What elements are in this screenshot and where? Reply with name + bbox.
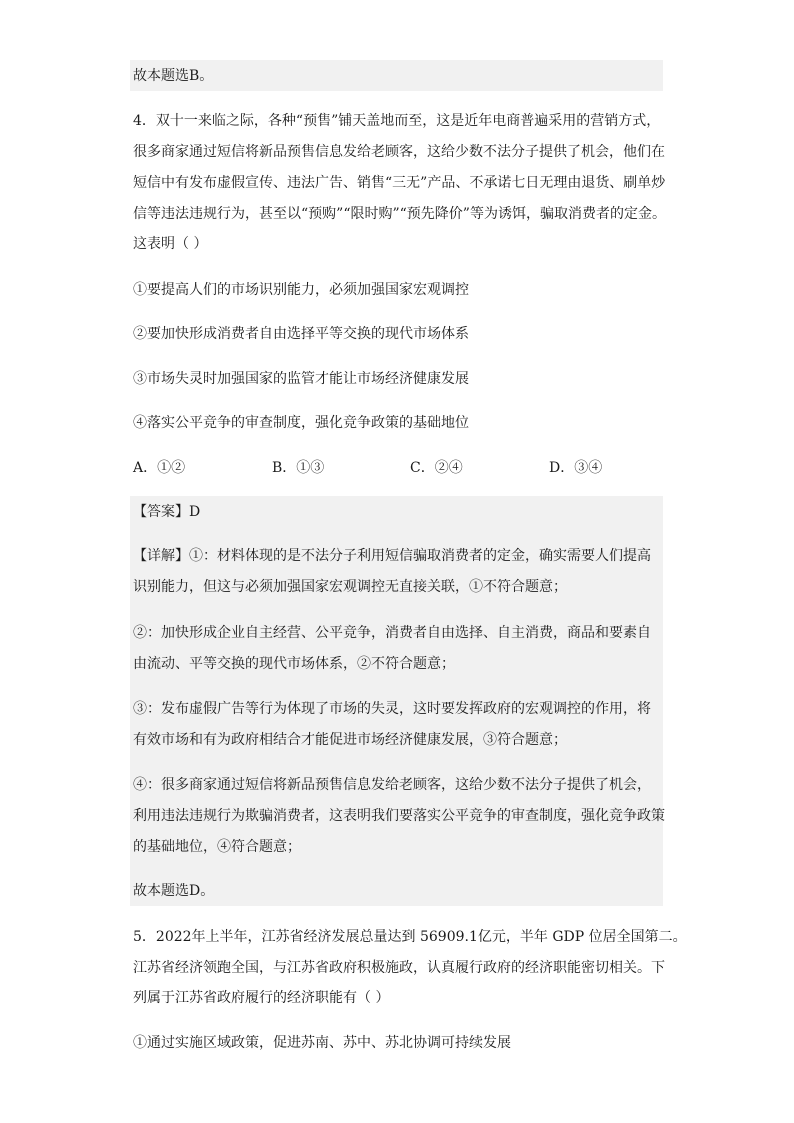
prev-answer-end: 故本题选B。 <box>133 68 214 84</box>
q4-analysis-line: 利用违法违规行为欺骗消费者，这表明我们要落实公平竞争的审查制度，强化竞争政策 <box>133 808 665 824</box>
q4-statement-4: ④落实公平竞争的审查制度，强化竞争政策的基础地位 <box>133 415 469 431</box>
q4-analysis-line: 由流动、平等交换的现代市场体系，②不符合题意； <box>133 656 455 672</box>
q4-analysis-line: 的基础地位，④符合题意； <box>133 839 301 855</box>
q4-stem-line: 这表明（ ） <box>133 236 208 252</box>
q5-stem-line: 江苏省经济领跑全国，与江苏省政府积极施政，认真履行政府的经济职能密切相关。下 <box>133 960 665 976</box>
q4-option-c[interactable]: C．②④ <box>410 460 463 476</box>
q4-analysis-line: 故本题选D。 <box>133 883 215 899</box>
q5-stem-line: 列属于江苏省政府履行的经济职能有（ ） <box>133 990 390 1006</box>
q5-stem-line: 5．2022年上半年，江苏省经济发展总量达到 56909.1亿元，半年 GDP 位居全国第二。 <box>133 929 687 945</box>
q4-analysis-line: 识别能力，但这与必须加强国家宏观调控无直接关联，①不符合题意； <box>133 579 567 595</box>
q4-stem-line: 很多商家通过短信将新品预售信息发给老顾客，这给少数不法分子提供了机会，他们在 <box>133 144 665 160</box>
q4-statement-1: ①要提高人们的市场识别能力，必须加强国家宏观调控 <box>133 282 469 298</box>
q4-analysis-line: 有效市场和有为政府相结合才能促进市场经济健康发展，③符合题意； <box>133 732 567 748</box>
q4-stem-line: 信等违法违规行为，甚至以“预购”“限时购”“预先降价”等为诱饵，骗取消费者的定金。 <box>133 206 666 222</box>
q4-analysis-line: 【详解】①：材料体现的是不法分子利用短信骗取消费者的定金，确实需要人们提高 <box>133 548 651 564</box>
q4-statement-3: ③市场失灵时加强国家的监管才能让市场经济健康发展 <box>133 371 469 387</box>
q4-option-d[interactable]: D．③④ <box>549 460 603 476</box>
q5-statement-1: ①通过实施区域政策，促进苏南、苏中、苏北协调可持续发展 <box>133 1035 511 1051</box>
q4-statement-2: ②要加快形成消费者自由选择平等交换的现代市场体系 <box>133 326 469 342</box>
q4-stem-line: 4．双十一来临之际，各种“预售”铺天盖地而至，这是近年电商普遍采用的营销方式， <box>133 113 661 129</box>
q4-option-b[interactable]: B．①③ <box>272 460 325 476</box>
q4-analysis-line: ②：加快形成企业自主经营、公平竞争，消费者自由选择、自主消费，商品和要素自 <box>133 625 651 641</box>
q4-options <box>133 458 653 478</box>
q4-answer: 【答案】D <box>133 504 201 520</box>
q4-analysis-line: ④：很多商家通过短信将新品预售信息发给老顾客，这给少数不法分子提供了机会， <box>133 777 651 793</box>
q4-analysis-line: ③：发布虚假广告等行为体现了市场的失灵，这时要发挥政府的宏观调控的作用，将 <box>133 701 651 717</box>
q4-stem-line: 短信中有发布虚假宣传、违法广告、销售“三无”产品、不承诺七日无理由退货、刷单炒 <box>133 175 666 191</box>
q4-option-a[interactable]: A．①② <box>133 460 186 476</box>
